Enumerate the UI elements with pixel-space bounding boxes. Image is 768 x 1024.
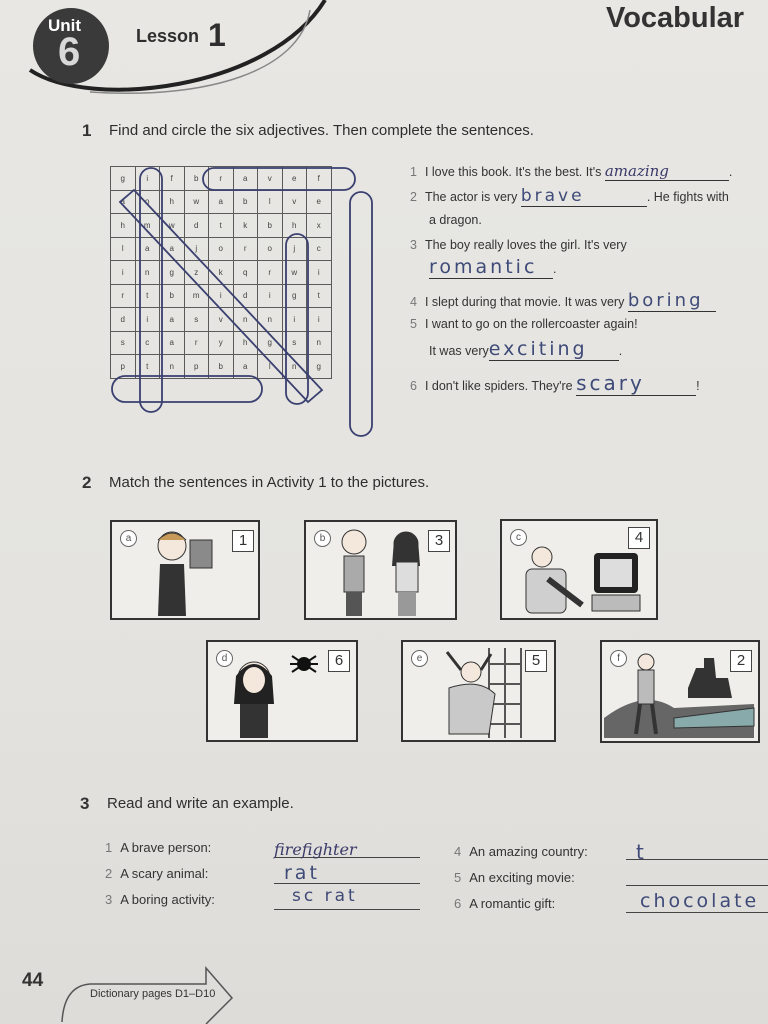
example-row-2: 2 A scary animal: xyxy=(105,866,209,881)
grid-cell[interactable]: a xyxy=(233,355,258,379)
grid-cell[interactable]: w xyxy=(160,214,185,238)
grid-cell[interactable]: n xyxy=(307,331,332,355)
picture-f xyxy=(600,640,760,743)
grid-cell[interactable]: n xyxy=(233,308,258,332)
sentence-1: 1 I love this book. It's the best. It's amazing . xyxy=(410,162,733,180)
sentence-4: 4 I slept during that movie. It was very boring xyxy=(410,290,716,312)
picture-answer-box[interactable]: 6 xyxy=(328,650,350,672)
grid-cell[interactable]: b xyxy=(233,190,258,214)
grid-cell[interactable]: w xyxy=(184,190,209,214)
grid-cell[interactable]: n xyxy=(160,355,185,379)
grid-cell[interactable]: g xyxy=(282,284,307,308)
grid-cell[interactable]: o xyxy=(135,190,160,214)
grid-cell[interactable]: r xyxy=(111,284,136,308)
unit-number: 6 xyxy=(58,30,81,74)
grid-cell[interactable]: i xyxy=(209,284,234,308)
grid-cell[interactable]: h xyxy=(282,214,307,238)
grid-cell[interactable]: l xyxy=(111,237,136,261)
activity-2-instruction: Match the sentences in Activity 1 to the pictures. xyxy=(109,474,430,491)
sentence-2-cont: a dragon. xyxy=(429,213,482,227)
grid-cell[interactable]: a xyxy=(111,190,136,214)
grid-cell[interactable]: d xyxy=(184,214,209,238)
unit-label: Unit xyxy=(48,16,82,35)
activity-1-instruction: Find and circle the six adjectives. Then complete the sentences. xyxy=(109,122,534,139)
grid-cell[interactable]: i xyxy=(258,284,283,308)
picture-answer-box[interactable]: 5 xyxy=(525,650,547,672)
answer-scary[interactable]: scary xyxy=(576,371,645,395)
picture-letter: c xyxy=(510,529,527,546)
picture-answer-box[interactable]: 4 xyxy=(628,527,650,549)
example-answer-6[interactable]: chocolate xyxy=(626,890,768,913)
activity-2-number: 2 xyxy=(82,473,92,492)
rollercoaster-illustration xyxy=(439,644,529,738)
grid-cell[interactable]: s xyxy=(111,331,136,355)
grid-cell[interactable]: n xyxy=(258,308,283,332)
grid-cell[interactable]: i xyxy=(282,308,307,332)
example-row-3: 3 A boring activity: xyxy=(105,892,215,907)
grid-cell[interactable]: s xyxy=(282,331,307,355)
picture-c xyxy=(500,519,658,620)
grid-cell[interactable]: a xyxy=(209,190,234,214)
grid-cell[interactable]: w xyxy=(282,261,307,285)
lesson-number: 1 xyxy=(208,17,226,53)
grid-cell[interactable]: r xyxy=(209,167,234,191)
activity-1-number: 1 xyxy=(82,121,92,140)
grid-cell[interactable]: b xyxy=(209,355,234,379)
grid-cell[interactable]: f xyxy=(160,167,185,191)
answer-brave[interactable]: brave xyxy=(520,186,585,206)
answer-exciting[interactable]: exciting xyxy=(488,338,588,360)
grid-cell[interactable]: i xyxy=(307,261,332,285)
grid-cell[interactable]: l xyxy=(258,355,283,379)
grid-cell[interactable]: c xyxy=(135,331,160,355)
lesson-label: Lesson xyxy=(136,26,200,46)
example-answer-4[interactable]: t xyxy=(626,840,768,860)
grid-cell[interactable]: r xyxy=(258,261,283,285)
grid-cell[interactable]: i xyxy=(135,167,160,191)
example-row-6: 6 A romantic gift: xyxy=(454,896,556,911)
activity-3-number: 3 xyxy=(80,794,90,813)
example-answer-5[interactable] xyxy=(626,868,768,886)
grid-cell[interactable]: d xyxy=(111,308,136,332)
grid-cell[interactable]: b xyxy=(258,214,283,238)
sentence-2: 2 The actor is very brave . He fights with xyxy=(410,186,729,206)
grid-cell[interactable]: n xyxy=(135,261,160,285)
activity-3-instruction: Read and write an example. xyxy=(107,795,294,812)
grid-cell[interactable]: r xyxy=(184,331,209,355)
grid-cell[interactable]: v xyxy=(282,190,307,214)
grid-cell[interactable]: j xyxy=(184,237,209,261)
grid-cell[interactable]: t xyxy=(209,214,234,238)
example-answer-2[interactable]: rat xyxy=(274,862,420,884)
grid-cell[interactable]: a xyxy=(160,237,185,261)
word-circles xyxy=(108,164,380,436)
grid-cell[interactable]: t xyxy=(135,284,160,308)
grid-cell[interactable]: d xyxy=(233,284,258,308)
sleeping-viewer-illustration xyxy=(522,539,652,615)
grid-cell[interactable]: x xyxy=(307,214,332,238)
grid-cell[interactable]: e xyxy=(307,190,332,214)
grid-cell[interactable]: k xyxy=(209,261,234,285)
picture-e xyxy=(401,640,556,742)
grid-cell[interactable]: p xyxy=(184,355,209,379)
couple-illustration xyxy=(336,526,436,618)
answer-romantic[interactable]: romantic xyxy=(429,256,538,278)
grid-cell[interactable]: q xyxy=(233,261,258,285)
picture-letter: e xyxy=(411,650,428,667)
answer-amazing[interactable]: amazing xyxy=(604,162,669,180)
grid-cell[interactable]: g xyxy=(307,355,332,379)
dictionary-pages-link[interactable]: Dictionary pages D1–D10 xyxy=(90,988,216,1000)
grid-cell[interactable]: e xyxy=(282,167,307,191)
boy-reading-illustration xyxy=(150,526,220,616)
grid-cell[interactable]: a xyxy=(160,308,185,332)
grid-cell[interactable]: s xyxy=(184,308,209,332)
grid-cell[interactable]: v xyxy=(209,308,234,332)
grid-cell[interactable]: m xyxy=(184,284,209,308)
example-row-4: 4 An amazing country: xyxy=(454,844,588,859)
picture-letter: a xyxy=(120,530,137,547)
picture-letter: d xyxy=(216,650,233,667)
grid-cell[interactable]: o xyxy=(209,237,234,261)
grid-cell[interactable]: m xyxy=(135,214,160,238)
girl-and-spider-illustration xyxy=(228,648,328,738)
grid-cell[interactable]: a xyxy=(135,237,160,261)
grid-cell[interactable]: g xyxy=(258,331,283,355)
grid-cell[interactable]: a xyxy=(233,167,258,191)
grid-cell[interactable]: a xyxy=(160,331,185,355)
page-title: Vocabular xyxy=(606,2,745,34)
picture-answer-box[interactable]: 1 xyxy=(232,530,254,552)
grid-cell[interactable]: i xyxy=(307,308,332,332)
grid-cell[interactable]: y xyxy=(209,331,234,355)
grid-cell[interactable]: n xyxy=(282,355,307,379)
grid-cell[interactable]: h xyxy=(111,214,136,238)
sentence-3-cont: romantic . xyxy=(429,256,557,278)
grid-cell[interactable]: b xyxy=(184,167,209,191)
example-row-5: 5 An exciting movie: xyxy=(454,870,575,885)
picture-answer-box[interactable]: 3 xyxy=(428,530,450,552)
example-answer-3[interactable]: sc rat xyxy=(274,886,420,910)
grid-cell[interactable]: r xyxy=(233,237,258,261)
grid-cell[interactable]: f xyxy=(307,167,332,191)
grid-cell[interactable]: b xyxy=(160,284,185,308)
sentence-5-cont: It was veryexciting . xyxy=(429,338,623,360)
grid-cell[interactable]: o xyxy=(258,237,283,261)
grid-cell[interactable]: i xyxy=(111,261,136,285)
sentence-6: 6 I don't like spiders. They're scary ! xyxy=(410,371,700,395)
grid-cell[interactable]: g xyxy=(160,261,185,285)
grid-cell[interactable]: j xyxy=(282,237,307,261)
sentence-3: 3 The boy really loves the girl. It's very xyxy=(410,238,627,252)
grid-cell[interactable]: g xyxy=(111,167,136,191)
page-number: 44 xyxy=(22,970,44,991)
grid-cell[interactable]: t xyxy=(307,284,332,308)
knight-and-dragon-illustration xyxy=(604,648,756,738)
grid-cell[interactable]: p xyxy=(111,355,136,379)
grid-cell[interactable]: t xyxy=(135,355,160,379)
sentence-5: 5 I want to go on the rollercoaster again! xyxy=(410,317,638,331)
picture-answer-box[interactable]: 2 xyxy=(730,650,752,672)
grid-cell[interactable]: z xyxy=(184,261,209,285)
grid-cell[interactable]: h xyxy=(160,190,185,214)
grid-cell[interactable]: c xyxy=(307,237,332,261)
picture-letter: b xyxy=(314,530,331,547)
grid-cell[interactable]: h xyxy=(233,331,258,355)
picture-b xyxy=(304,520,457,620)
example-row-1: 1 A brave person: xyxy=(105,840,212,855)
grid-cell[interactable]: i xyxy=(135,308,160,332)
answer-boring[interactable]: boring xyxy=(627,290,704,311)
grid-cell[interactable]: k xyxy=(233,214,258,238)
picture-a xyxy=(110,520,260,620)
example-answer-1[interactable]: firefighter xyxy=(274,840,420,858)
grid-cell[interactable]: l xyxy=(258,190,283,214)
picture-d xyxy=(206,640,358,742)
grid-cell[interactable]: v xyxy=(258,167,283,191)
picture-letter: f xyxy=(610,650,627,667)
